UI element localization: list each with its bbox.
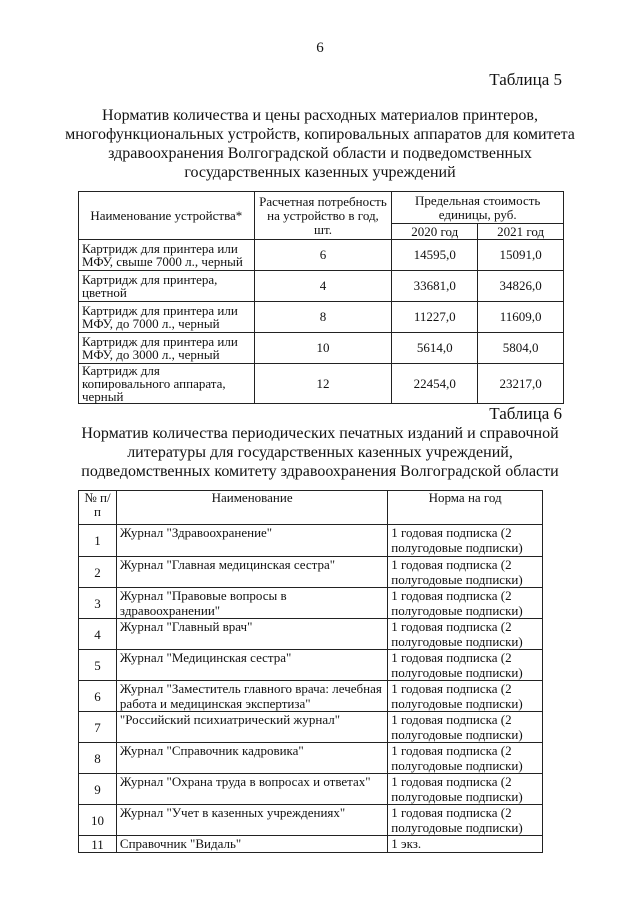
table-row xyxy=(79,619,543,650)
table-row xyxy=(79,712,543,743)
table-row xyxy=(79,588,543,619)
table5-title-line: многофункциональных устройств, копировальных аппаратов для комитета xyxy=(65,126,575,143)
table5-header-year-2021: 2021 год xyxy=(478,224,564,240)
table6-cell-norm: 1 годовая подписка (2 полугодовые подписки) xyxy=(388,743,543,774)
table5-cell-2021: 11609,0 xyxy=(478,302,564,333)
table6-cell-num: 5 xyxy=(79,650,117,681)
table6-cell-norm: 1 экз. xyxy=(388,836,543,853)
table6 xyxy=(78,490,543,853)
table5-title-line: здравоохранения Волгоградской области и подведомственных xyxy=(108,145,532,162)
table-row xyxy=(79,650,543,681)
table5-cell-name: Картридж для принтера или МФУ, до 7000 л., черный xyxy=(79,302,255,333)
table6-label: Таблица 6 xyxy=(489,404,562,423)
table5-cell-name: Картридж для принтера, цветной xyxy=(79,271,255,302)
table6-title xyxy=(60,424,580,481)
table6-cell-norm: 1 годовая подписка (2 полугодовые подписки) xyxy=(388,681,543,712)
table-row xyxy=(79,333,564,364)
table6-cell-num: 7 xyxy=(79,712,117,743)
table5-cell-need: 10 xyxy=(254,333,392,364)
table5-cell-need: 12 xyxy=(254,364,392,404)
table6-cell-name: "Российский психиатрический журнал" xyxy=(116,712,387,743)
table5-header-year-2020: 2020 год xyxy=(392,224,478,240)
table6-cell-norm: 1 годовая подписка (2 полугодовые подписки) xyxy=(388,525,543,557)
table-row xyxy=(79,774,543,805)
table6-cell-name: Журнал "Заместитель главного врача: лечебная работа и медицинская экспертиза" xyxy=(116,681,387,712)
table6-cell-name: Журнал "Здравоохранение" xyxy=(116,525,387,557)
table6-cell-num: 3 xyxy=(79,588,117,619)
table6-header-norm: Норма на год xyxy=(388,491,543,525)
table6-cell-name: Журнал "Охрана труда в вопросах и ответах" xyxy=(116,774,387,805)
table-row xyxy=(79,271,564,302)
table5-title-line: Норматив количества и цены расходных материалов принтеров, xyxy=(102,107,538,124)
table5-cell-name: Картридж для копировального аппарата, черный xyxy=(79,364,255,404)
table5-cell-2020: 22454,0 xyxy=(392,364,478,404)
table6-cell-norm: 1 годовая подписка (2 полугодовые подписки) xyxy=(388,650,543,681)
table5-cell-2021: 23217,0 xyxy=(478,364,564,404)
table6-cell-name: Журнал "Медицинская сестра" xyxy=(116,650,387,681)
table6-cell-name: Журнал "Главная медицинская сестра" xyxy=(116,557,387,588)
table5-cell-need: 8 xyxy=(254,302,392,333)
table5-cell-need: 6 xyxy=(254,240,392,271)
table5-cell-2020: 5614,0 xyxy=(392,333,478,364)
table5-label: Таблица 5 xyxy=(489,70,562,89)
table6-cell-norm: 1 годовая подписка (2 полугодовые подписки) xyxy=(388,774,543,805)
table6-cell-num: 10 xyxy=(79,805,117,836)
table6-header-name: Наименование xyxy=(116,491,387,525)
table6-title-line: Норматив количества периодических печатных изданий и справочной xyxy=(81,425,559,442)
table6-cell-norm: 1 годовая подписка (2 полугодовые подписки) xyxy=(388,805,543,836)
table6-title-line: подведомственных комитету здравоохранения Волгоградской области xyxy=(81,463,559,480)
table5-header-device: Наименование устройства* xyxy=(79,192,255,240)
table-row xyxy=(79,743,543,774)
table6-cell-name: Справочник "Видаль" xyxy=(116,836,387,853)
table5-cell-2020: 11227,0 xyxy=(392,302,478,333)
table6-cell-norm: 1 годовая подписка (2 полугодовые подписки) xyxy=(388,712,543,743)
table5-cell-need: 4 xyxy=(254,271,392,302)
table6-cell-num: 2 xyxy=(79,557,117,588)
table6-cell-name: Журнал "Правовые вопросы в здравоохранении" xyxy=(116,588,387,619)
table6-cell-name: Журнал "Главный врач" xyxy=(116,619,387,650)
table5-cell-2021: 5804,0 xyxy=(478,333,564,364)
table-row xyxy=(79,240,564,271)
table5-header-cost: Предельная стоимость единицы, руб. xyxy=(392,192,564,224)
table5-cell-2021: 15091,0 xyxy=(478,240,564,271)
table-row xyxy=(79,681,543,712)
table5 xyxy=(78,191,564,404)
table5-cell-2020: 14595,0 xyxy=(392,240,478,271)
table6-cell-norm: 1 годовая подписка (2 полугодовые подписки) xyxy=(388,557,543,588)
table6-cell-num: 8 xyxy=(79,743,117,774)
table5-title-line: государственных казенных учреждений xyxy=(184,164,456,181)
table-row xyxy=(79,302,564,333)
table6-cell-name: Журнал "Учет в казенных учреждениях" xyxy=(116,805,387,836)
table6-cell-norm: 1 годовая подписка (2 полугодовые подписки) xyxy=(388,619,543,650)
table6-cell-num: 9 xyxy=(79,774,117,805)
table5-cell-name: Картридж для принтера или МФУ, свыше 7000 л., черный xyxy=(79,240,255,271)
table5-cell-2021: 34826,0 xyxy=(478,271,564,302)
table5-cell-name: Картридж для принтера или МФУ, до 3000 л., черный xyxy=(79,333,255,364)
table6-header-num: № п/п xyxy=(79,491,117,525)
table5-cell-2020: 33681,0 xyxy=(392,271,478,302)
table6-cell-num: 4 xyxy=(79,619,117,650)
table6-cell-num: 6 xyxy=(79,681,117,712)
table-row xyxy=(79,557,543,588)
table-row xyxy=(79,836,543,853)
table-row xyxy=(79,805,543,836)
table6-cell-num: 1 xyxy=(79,525,117,557)
table5-title xyxy=(60,106,580,182)
page-number: 6 xyxy=(316,40,324,56)
table6-cell-num: 11 xyxy=(79,836,117,853)
table6-title-line: литературы для государственных казенных учреждений, xyxy=(127,444,513,461)
table6-cell-name: Журнал "Справочник кадровика" xyxy=(116,743,387,774)
table6-cell-norm: 1 годовая подписка (2 полугодовые подписки) xyxy=(388,588,543,619)
table-row xyxy=(79,364,564,404)
table-row xyxy=(79,525,543,557)
table5-header-need: Расчетная потребность на устройство в год, шт. xyxy=(254,192,392,240)
